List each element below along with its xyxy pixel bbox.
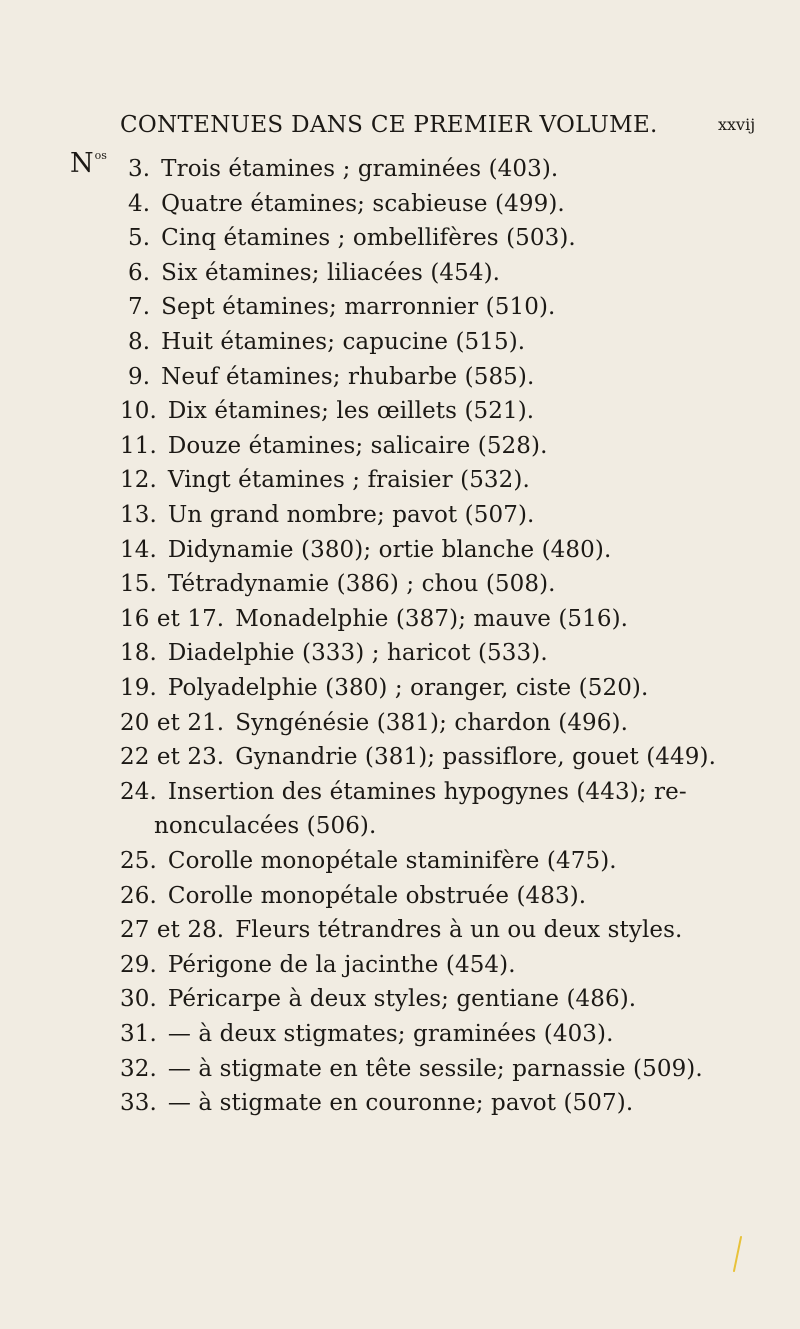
item-number: 5. xyxy=(128,225,151,252)
item-text: Diadelphie (333) ; haricot (533). xyxy=(167,640,548,667)
list-item xyxy=(128,360,534,394)
item-text: Insertion des étamines hypogynes (443); re- xyxy=(167,778,687,805)
item-number: 4. xyxy=(128,190,151,217)
page-number: xxvij xyxy=(718,115,756,134)
item-number: 7. xyxy=(128,294,151,321)
list-item xyxy=(120,913,682,947)
list-item xyxy=(120,671,648,705)
item-number: 14. xyxy=(120,536,157,563)
item-text: Sept étamines; marronnier (510). xyxy=(161,294,556,321)
list-item xyxy=(120,567,556,601)
list-item xyxy=(120,636,548,670)
list-item xyxy=(120,706,628,740)
item-number: 11. xyxy=(120,432,157,459)
item-text: Quatre étamines; scabieuse (499). xyxy=(161,190,565,217)
list-item xyxy=(120,982,636,1016)
item-number: 19. xyxy=(120,675,157,701)
numbers-label-superscript: os xyxy=(94,149,107,162)
item-number: 13. xyxy=(120,502,157,528)
item-text: Syngénésie (381); chardon (496). xyxy=(235,709,628,736)
item-text: Tétradynamie (386) ; chou (508). xyxy=(167,571,556,598)
numbers-label xyxy=(70,148,107,179)
item-text: Corolle monopétale obstruée (483). xyxy=(167,882,587,909)
list-item xyxy=(154,809,376,843)
item-text: Douze étamines; salicaire (528). xyxy=(167,432,548,459)
ink-mark xyxy=(730,1235,744,1275)
item-number: 12. xyxy=(120,467,157,494)
list-item xyxy=(120,602,628,636)
item-text: Fleurs tétrandres à un ou deux styles. xyxy=(235,917,683,944)
item-text: Six étamines; liliacées (454). xyxy=(161,259,501,286)
list-item xyxy=(128,325,525,359)
item-number: 30. xyxy=(120,986,157,1013)
item-number: 32. xyxy=(120,1055,157,1082)
list-item xyxy=(120,498,534,532)
item-text: Corolle monopétale staminifère (475). xyxy=(167,848,617,874)
item-text: — à stigmate en couronne; pavot (507). xyxy=(167,1090,634,1117)
item-number: 15. xyxy=(120,571,157,598)
item-text: — à stigmate en tête sessile; parnassie (509). xyxy=(167,1055,703,1082)
item-number: 24. xyxy=(120,778,157,805)
list-item xyxy=(120,429,548,463)
item-number: 25. xyxy=(120,848,157,874)
item-text: Péricarpe à deux styles; gentiane (486). xyxy=(167,986,637,1013)
list-item xyxy=(120,394,534,428)
page-title: CONTENUES DANS CE PREMIER VOLUME. xyxy=(120,112,658,138)
item-number: 16 et 17. xyxy=(120,605,225,632)
list-item xyxy=(120,533,611,567)
item-text: Monadelphie (387); mauve (516). xyxy=(235,605,629,632)
running-header xyxy=(0,112,800,142)
item-number: 29. xyxy=(120,951,157,978)
item-text: Neuf étamines; rhubarbe (585). xyxy=(161,363,535,390)
list-item xyxy=(120,1086,633,1120)
item-text: Dix étamines; les œillets (521). xyxy=(167,398,535,425)
item-number: 31. xyxy=(120,1021,157,1047)
list-item xyxy=(120,1017,614,1051)
item-text: Cinq étamines ; ombellifères (503). xyxy=(161,225,576,252)
numbers-label-text: N xyxy=(70,148,94,179)
item-number: 6. xyxy=(128,259,151,286)
item-text: Trois étamines ; graminées (403). xyxy=(161,156,559,182)
item-number: 10. xyxy=(120,398,157,425)
item-number: 3. xyxy=(128,156,151,182)
item-text: Polyadelphie (380) ; oranger, ciste (520). xyxy=(167,675,649,701)
list-item xyxy=(120,463,530,497)
list-item xyxy=(120,740,716,774)
list-item xyxy=(128,187,565,221)
item-number: 8. xyxy=(128,329,151,355)
item-number: 26. xyxy=(120,882,157,909)
list-item xyxy=(128,256,500,290)
item-number: 27 et 28. xyxy=(120,917,225,944)
list-item xyxy=(120,1052,703,1086)
item-text: — à deux stigmates; graminées (403). xyxy=(167,1021,614,1047)
item-number: 18. xyxy=(120,640,157,667)
item-text: nonculacées (506). xyxy=(154,813,377,840)
item-number: 22 et 23. xyxy=(120,744,225,771)
item-text: Didynamie (380); ortie blanche (480). xyxy=(167,536,612,563)
item-text: Huit étamines; capucine (515). xyxy=(161,329,526,355)
list-item xyxy=(128,152,558,186)
item-number: 33. xyxy=(120,1090,157,1117)
list-item xyxy=(120,775,687,809)
item-text: Un grand nombre; pavot (507). xyxy=(167,502,535,528)
item-text: Gynandrie (381); passiflore, gouet (449). xyxy=(235,744,716,771)
list-item xyxy=(120,948,516,982)
item-number: 20 et 21. xyxy=(120,709,225,736)
list-item xyxy=(120,844,617,878)
list-item xyxy=(128,221,576,255)
list-item xyxy=(120,879,586,913)
item-number: 9. xyxy=(128,363,151,390)
item-text: Vingt étamines ; fraisier (532). xyxy=(167,467,530,494)
item-text: Périgone de la jacinthe (454). xyxy=(167,951,516,978)
list-item xyxy=(128,290,555,324)
